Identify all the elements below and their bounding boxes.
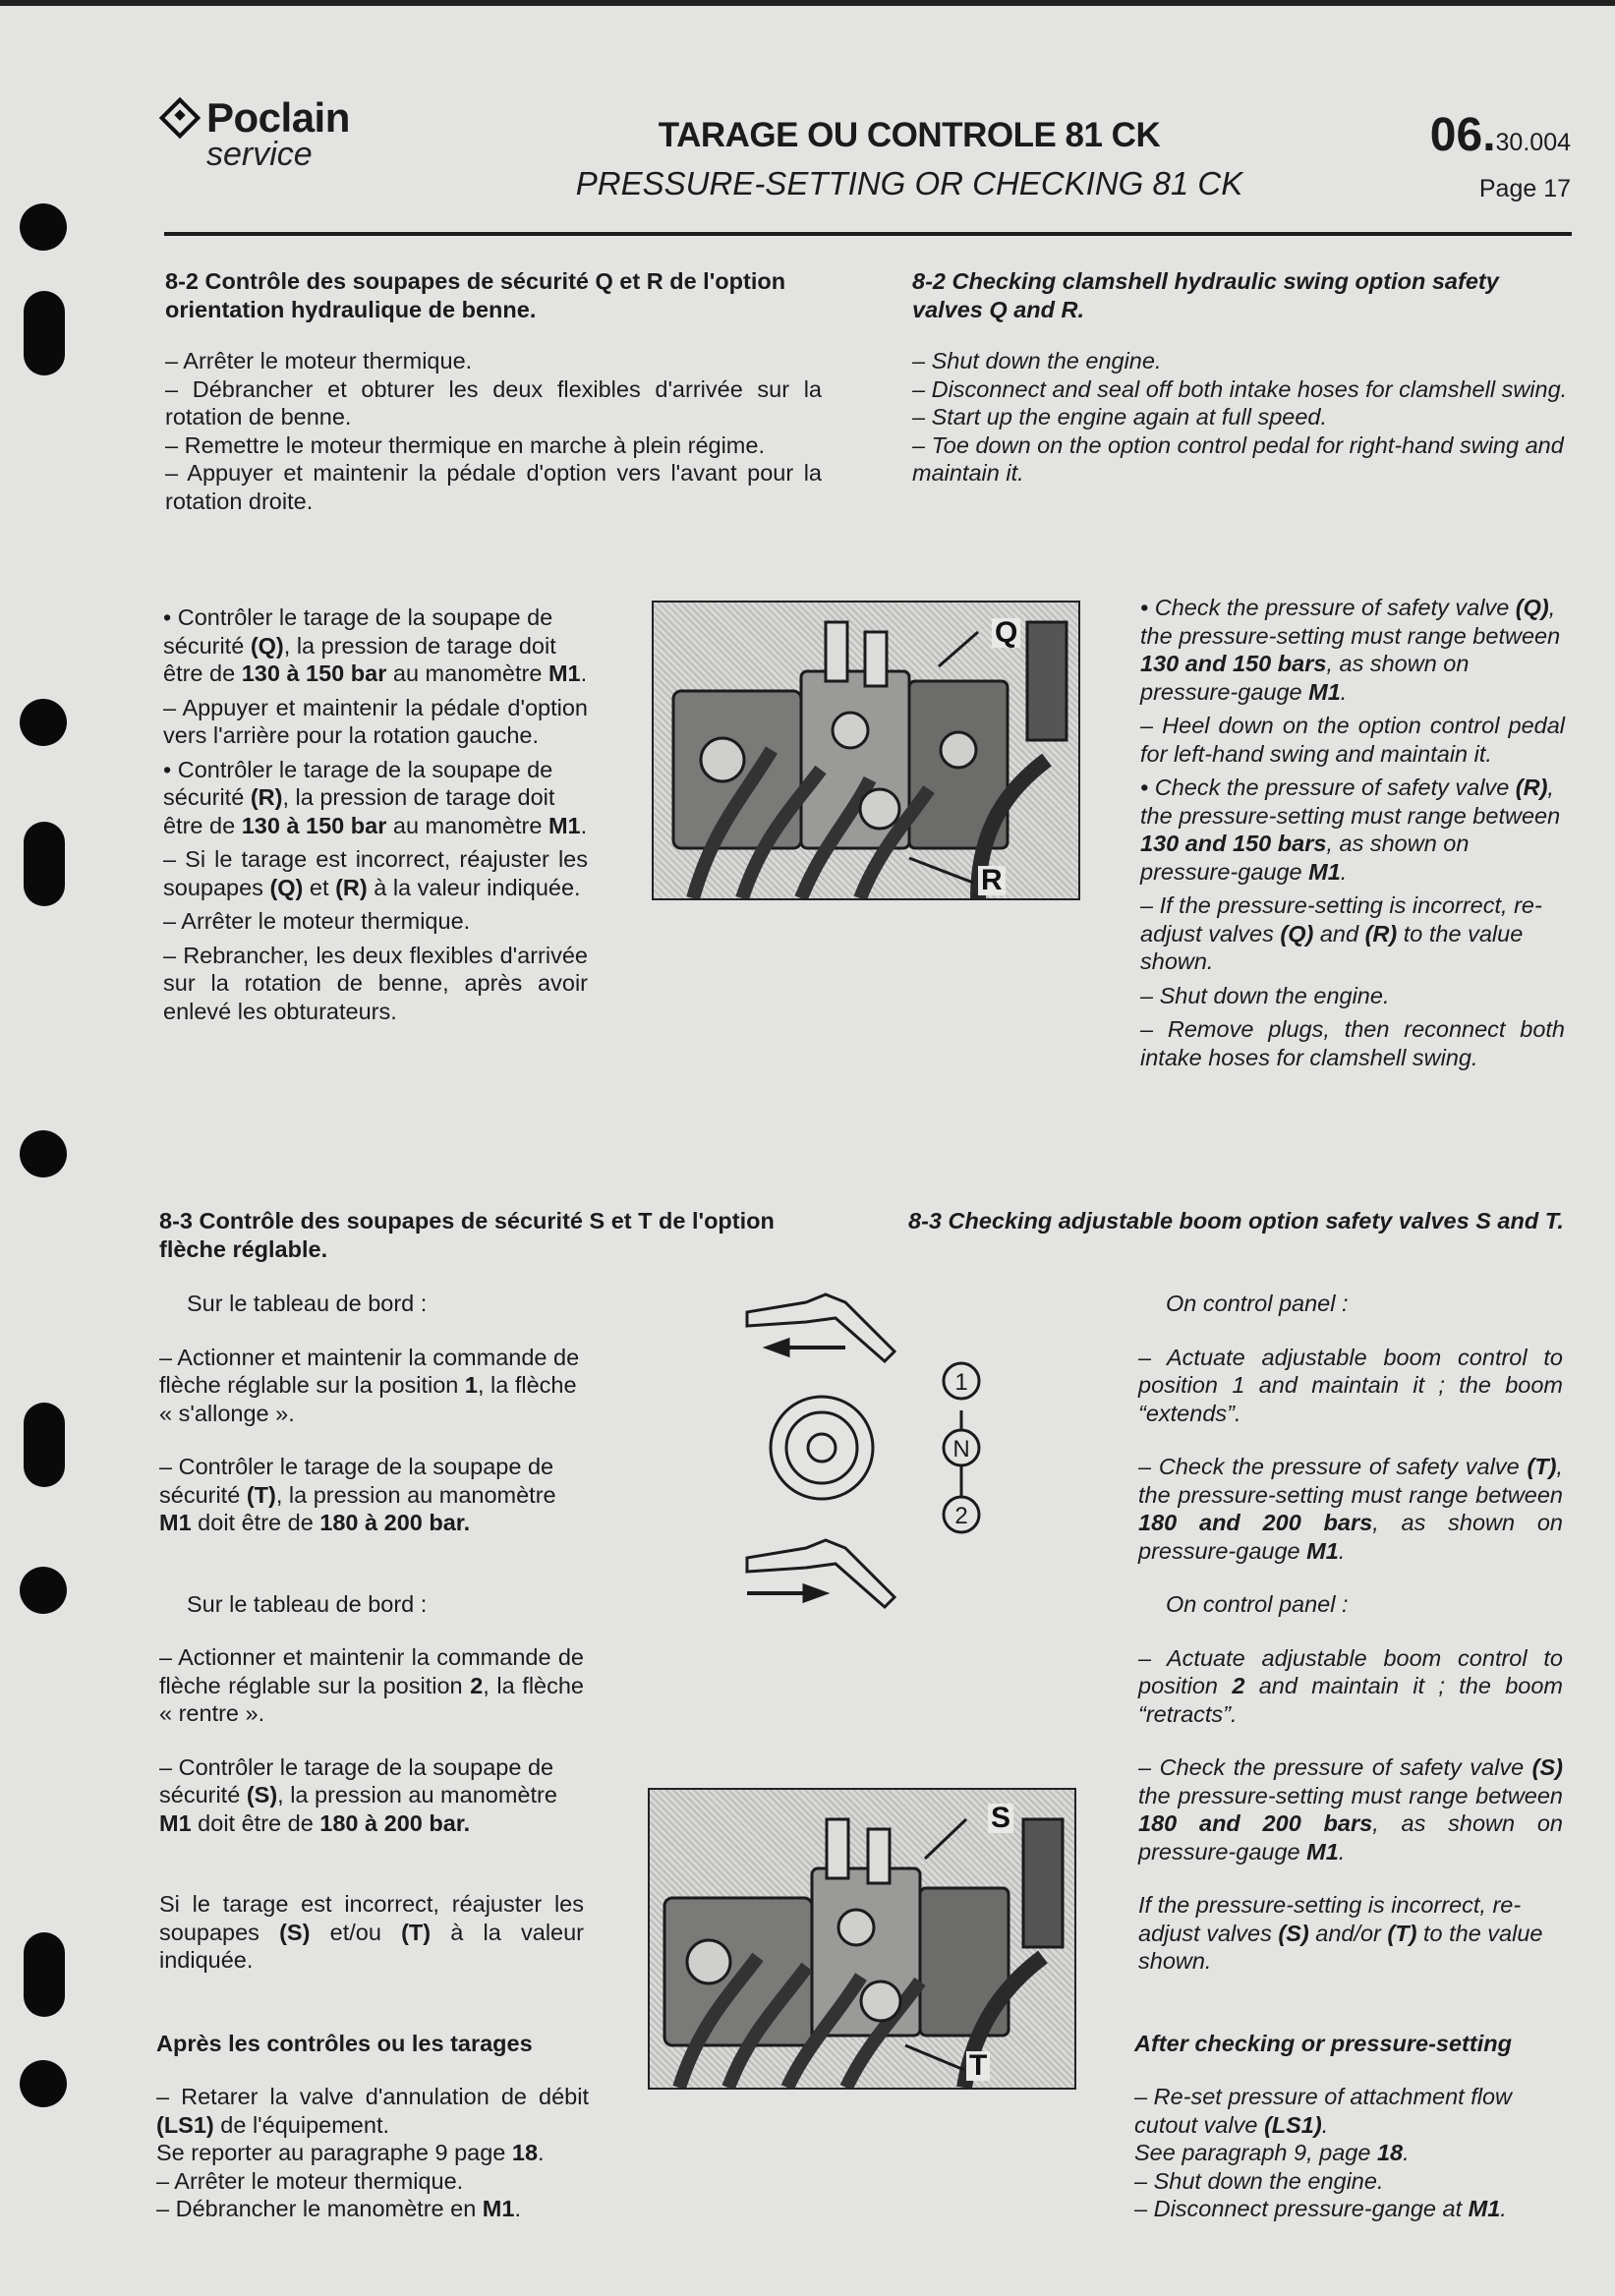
step-text: – Shut down the engine. xyxy=(912,348,1162,373)
after-steps-en xyxy=(1134,2083,1567,2223)
boom-control-diagram xyxy=(737,1283,1012,1617)
after-heading-fr: Après les contrôles ou les tarages xyxy=(156,2031,533,2056)
page-number: Page 17 xyxy=(1478,175,1571,202)
binder-hole xyxy=(24,1932,65,2017)
binder-hole xyxy=(20,1567,67,1614)
actuate-position-2-fr: – Actionner et maintenir la commande de flèche réglable sur la position 2, la flèche « rentre ». xyxy=(159,1644,585,1726)
binder-hole xyxy=(20,203,67,251)
section-8-2-heading-fr: 8-2 Contrôle des soupapes de sécurité Q et R de l'option orientation hydraulique de benne. xyxy=(165,268,786,322)
see-paragraph-en: See paragraph 9, page 18. xyxy=(1134,2140,1410,2165)
check-s-fr: – Contrôler le tarage de la soupape de sécurité (S), la pression au manomètre M1 doit être de 180 à 200 bar. xyxy=(159,1753,557,1836)
reset-ls1-fr: – Retarer la valve d'annulation de débit (LS1) de l'équipement. xyxy=(156,2084,589,2138)
after-heading-en: After checking or pressure-setting xyxy=(1134,2031,1512,2056)
position-2-label: 2 xyxy=(954,1503,968,1529)
title-french: TARAGE OU CONTROLE 81 CK xyxy=(658,116,1161,154)
section-8-3-fr xyxy=(159,1290,584,1975)
lever-retract-icon xyxy=(747,1540,894,1607)
section-8-2-steps-en xyxy=(912,347,1569,488)
reconnect-en: – Remove plugs, then reconnect both intake hoses for clamshell swing. xyxy=(1140,1016,1565,1070)
binder-hole xyxy=(20,699,67,746)
stop-engine-en: – Shut down the engine. xyxy=(1140,982,1390,1008)
brand-service: service xyxy=(206,136,313,173)
step-text: – Disconnect and seal off both intake hoses for clamshell swing. xyxy=(912,375,1568,402)
after-steps-fr xyxy=(156,2083,589,2223)
reconnect-fr: – Rebrancher, les deux flexibles d'arrivée sur la rotation de benne, après avoir enlevé les obturateurs. xyxy=(163,942,588,1024)
stop-engine-fr: – Arrêter le moteur thermique. xyxy=(156,2167,464,2194)
readjust-en: – If the pressure-setting is incorrect, re-adjust valves (Q) and (R) to the value shown. xyxy=(1140,892,1542,974)
section-8-2-steps-fr xyxy=(165,347,822,515)
diamond-logo-icon xyxy=(159,97,201,139)
step-text: – Arrêter le moteur thermique. xyxy=(165,348,473,373)
binder-hole xyxy=(24,1403,65,1487)
check-r-fr: • Contrôler le tarage de la soupape de sécurité (R), la pression de tarage doit être de 130 à 150 bar au manomètre M1. xyxy=(163,756,588,838)
brand-name: Poclain xyxy=(206,94,350,141)
valve-label-q: Q xyxy=(992,618,1020,648)
panel-label-en: On control panel : xyxy=(1166,1591,1349,1617)
step-text: – Débrancher et obturer les deux flexibles d'arrivée sur la rotation de benne. xyxy=(165,375,822,430)
valve-label-s: S xyxy=(988,1804,1013,1833)
panel-label-en: On control panel : xyxy=(1166,1291,1349,1316)
poclain-logo xyxy=(165,94,350,174)
section-8-3-en xyxy=(1138,1290,1563,1976)
valve-photo-q-r xyxy=(652,601,1080,900)
step-text: – Toe down on the option control pedal for right-hand swing and maintain it. xyxy=(912,431,1564,486)
actuate-position-1-fr: – Actionner et maintenir la commande de flèche réglable sur la position 1, la flèche « s'allonge ». xyxy=(159,1344,580,1426)
section-8-2-heading-en: 8-2 Checking clamshell hydraulic swing option safety valves Q and R. xyxy=(912,268,1499,322)
lever-extend-icon xyxy=(747,1294,894,1361)
step-text: – Appuyer et maintenir la pédale d'option vers l'avant pour la rotation droite. xyxy=(165,460,822,514)
panel-label-fr: Sur le tableau de bord : xyxy=(187,1291,428,1316)
step-text: – Remettre le moteur thermique en marche à plein régime. xyxy=(165,431,765,458)
document-number: 06.30.004 xyxy=(1429,109,1571,161)
disconnect-gauge-en: – Disconnect pressure-gange at M1. xyxy=(1134,2196,1507,2221)
actuate-position-2-en: – Actuate adjustable boom control to position 2 and maintain it ; the boom “retracts”. xyxy=(1138,1644,1563,1727)
page-top-edge xyxy=(0,0,1615,6)
section-8-3-heading-en: 8-3 Checking adjustable boom option safety valves S and T. xyxy=(908,1208,1564,1234)
section-8-2-detail-en xyxy=(1140,594,1565,1071)
stop-engine-en: – Shut down the engine. xyxy=(1134,2167,1384,2194)
valve-label-t: T xyxy=(966,2051,990,2081)
check-t-fr: – Contrôler le tarage de la soupape de sécurité (T), la pression au manomètre M1 doit être de 180 à 200 bar. xyxy=(159,1454,556,1535)
panel-label-fr: Sur le tableau de bord : xyxy=(187,1590,428,1617)
binder-hole xyxy=(20,2060,67,2107)
actuate-position-1-en: – Actuate adjustable boom control to position 1 and maintain it ; the boom “extends”. xyxy=(1138,1344,1563,1426)
position-n-label: N xyxy=(952,1436,970,1463)
binder-hole xyxy=(20,1130,67,1177)
section-8-2-detail-fr xyxy=(163,603,588,1025)
readjust-s-t-en: If the pressure-setting is incorrect, re-adjust valves (S) and/or (T) to the value shown. xyxy=(1138,1892,1543,1974)
check-s-en: – Check the pressure of safety valve (S) the pressure-setting must range between 180 and 200 bars, as shown on pressure-gauge M1. xyxy=(1138,1754,1563,1865)
check-q-fr: • Contrôler le tarage de la soupape de sécurité (Q), la pression de tarage doit être de 130 à 150 bar au manomètre M1. xyxy=(163,604,588,686)
valve-label-r: R xyxy=(978,866,1006,895)
binder-hole xyxy=(24,822,65,906)
heel-pedal-fr: – Appuyer et maintenir la pédale d'option vers l'arrière pour la rotation gauche. xyxy=(163,694,588,748)
check-t-en: – Check the pressure of safety valve (T), the pressure-setting must range between 180 and 200 bars, as shown on pressure-gauge M1. xyxy=(1138,1454,1563,1564)
heel-pedal-en: – Heel down on the option control pedal for left-hand swing and maintain it. xyxy=(1140,713,1565,767)
title-english: PRESSURE-SETTING OR CHECKING 81 CK xyxy=(575,165,1243,201)
step-text: – Start up the engine again at full speed. xyxy=(912,404,1328,430)
check-q-en: • Check the pressure of safety valve (Q), the pressure-setting must range between 130 and 150 bars, as shown on pressure-gauge M1. xyxy=(1140,595,1561,705)
reset-ls1-en: – Re-set pressure of attachment flow cutout valve (LS1). xyxy=(1134,2084,1513,2138)
position-1-label: 1 xyxy=(954,1369,968,1396)
readjust-s-t-fr: Si le tarage est incorrect, réajuster les soupapes (S) et/ou (T) à la valeur indiquée. xyxy=(159,1891,585,1973)
check-r-en: • Check the pressure of safety valve (R), the pressure-setting must range between 130 and 150 bars, as shown on pressure-gauge M1. xyxy=(1140,775,1561,885)
see-paragraph-fr: Se reporter au paragraphe 9 page 18. xyxy=(156,2140,545,2165)
readjust-fr: – Si le tarage est incorrect, réajuster les soupapes (Q) et (R) à la valeur indiquée. xyxy=(163,846,588,900)
binder-hole xyxy=(24,291,65,375)
stop-engine-fr: – Arrêter le moteur thermique. xyxy=(163,908,471,934)
header-rule xyxy=(164,232,1572,236)
section-8-3-heading-fr: 8-3 Contrôle des soupapes de sécurité S et T de l'option flèche réglable. xyxy=(159,1208,775,1262)
disconnect-gauge-fr: – Débrancher le manomètre en M1. xyxy=(156,2196,521,2221)
